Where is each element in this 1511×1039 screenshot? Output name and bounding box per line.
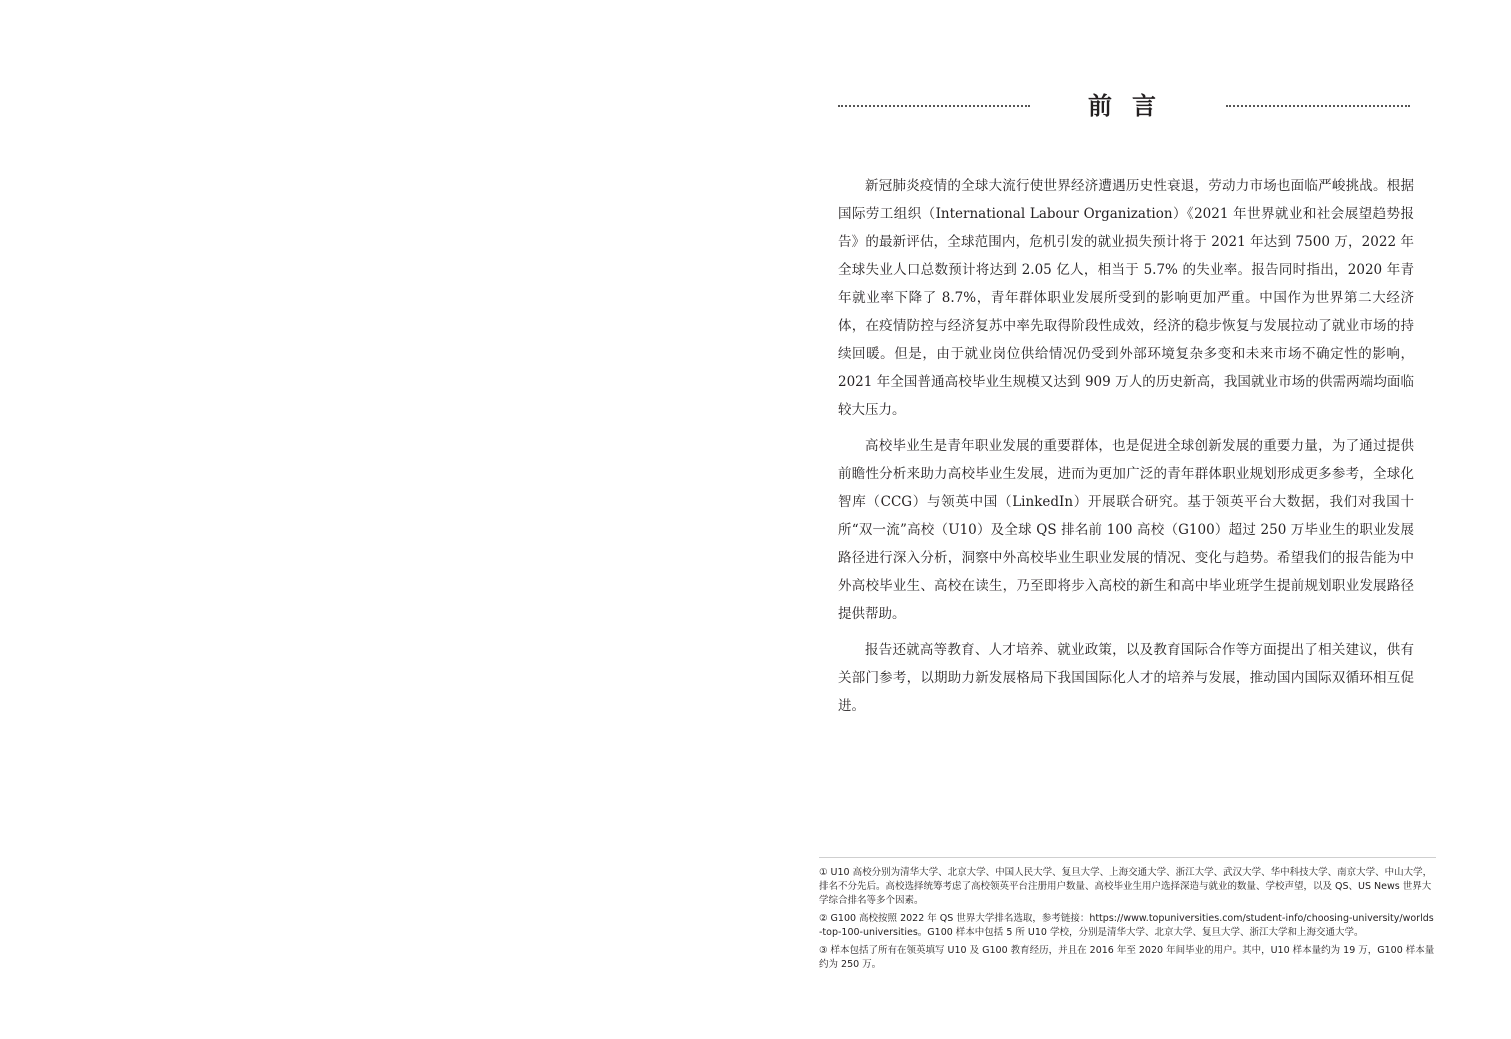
body-text <box>838 172 1414 728</box>
page-title: 前言 <box>1088 92 1176 120</box>
paragraph: 高校毕业生是青年职业发展的重要群体，也是促进全球创新发展的重要力量，为了通过提供前瞻性分析来助力高校毕业生发展，进而为更加广泛的青年群体职业规划形成更多参考，全球化智库（CCG）与领英中国（LinkedIn）开展联合研究。基于领英平台大数据，我们对我国十所“双一流”高校（U10）及全球 QS 排名前 100 高校（G100）超过 250 万毕业生的职业发展路径进行深入分析，洞察中外高校毕业生职业发展的情况、变化与趋势。希望我们的报告能为中外高校毕业生、高校在读生，乃至即将步入高校的新生和高中毕业班学生提前规划职业发展路径提供帮助。 <box>838 438 1414 622</box>
footnotes <box>819 857 1436 976</box>
footnote: ② G100 高校按照 2022 年 QS 世界大学排名选取，参考链接：https://www.topuniversities.com/student-info/choosing-university/worlds-top-100-universities。G100 样本中包括 5 所 U10 学校，分别是清华大学、北京大学、复旦大学、浙江大学和上海交通大学。 <box>819 913 1434 938</box>
heading-divider-right <box>1226 105 1410 107</box>
section-heading <box>838 88 1410 124</box>
paragraph: 报告还就高等教育、人才培养、就业政策，以及教育国际合作等方面提出了相关建议，供有关部门参考，以期助力新发展格局下我国国际化人才的培养与发展，推动国内国际双循环相互促进。 <box>838 642 1414 714</box>
heading-divider-left <box>838 105 1030 107</box>
footnote: ③ 样本包括了所有在领英填写 U10 及 G100 教育经历，并且在 2016 年至 2020 年间毕业的用户。其中，U10 样本量约为 19 万，G100 样本量约为 250 万。 <box>819 945 1435 970</box>
paragraph: 新冠肺炎疫情的全球大流行使世界经济遭遇历史性衰退，劳动力市场也面临严峻挑战。根据国际劳工组织（International Labour Organization）《2021 年世界就业和社会展望趋势报告》的最新评估，全球范围内，危机引发的就业损失预计将于 2021 年达到 7500 万，2022 年全球失业人口总数预计将达到 2.05 亿人，相当于 5.7% 的失业率。报告同时指出，2020 年青年就业率下降了 8.7%，青年群体职业发展所受到的影响更加严重。中国作为世界第二大经济体，在疫情防控与经济复苏中率先取得阶段性成效，经济的稳步恢复与发展拉动了就业市场的持续回暖。但是，由于就业岗位供给情况仍受到外部环境复杂多变和未来市场不确定性的影响，2021 年全国普通高校毕业生规模又达到 909 万人的历史新高，我国就业市场的供需两端均面临较大压力。 <box>838 178 1414 418</box>
footnote: ① U10 高校分别为清华大学、北京大学、中国人民大学、复旦大学、上海交通大学、浙江大学、武汉大学、华中科技大学、南京大学、中山大学，排名不分先后。高校选择统筹考虑了高校领英平台注册用户数量、高校毕业生用户选择深造与就业的数量、学校声望，以及 QS、US News 世界大学综合排名等多个因素。 <box>819 867 1433 906</box>
